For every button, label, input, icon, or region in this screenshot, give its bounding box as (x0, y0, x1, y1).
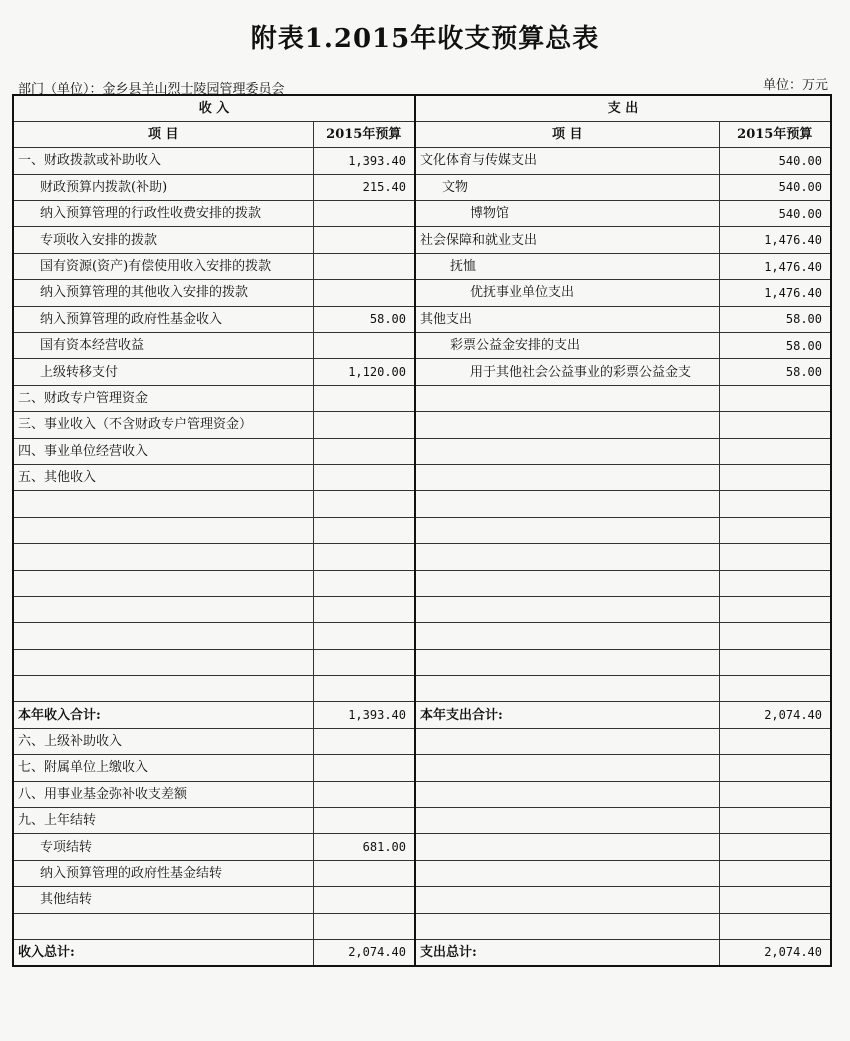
expense-amount: 1,476.40 (719, 253, 831, 279)
expense-amount: 58.00 (719, 306, 831, 332)
expense-item (415, 438, 719, 464)
expense-grand-total-amount: 2,074.40 (719, 940, 831, 966)
section-header-row (13, 95, 831, 121)
table-row (13, 253, 831, 279)
income-year-total-amount: 1,393.40 (313, 702, 415, 728)
income-amount: 1,393.40 (313, 148, 415, 174)
empty-row (13, 491, 831, 517)
expense-amount (719, 412, 831, 438)
table-row (13, 280, 831, 306)
expense-budget-header: 2015年预算 (719, 121, 831, 147)
income-amount (313, 385, 415, 411)
income-item: 九、上年结转 (13, 808, 313, 834)
income-amount (313, 755, 415, 781)
income-item: 上级转移支付 (13, 359, 313, 385)
expense-amount: 540.00 (719, 148, 831, 174)
table-row (13, 755, 831, 781)
empty-row (13, 544, 831, 570)
table-row (13, 359, 831, 385)
empty-row (13, 623, 831, 649)
expense-section-header: 支 出 (415, 95, 831, 121)
expense-amount: 540.00 (719, 201, 831, 227)
unit-label: 单位：万元 (762, 78, 828, 93)
income-item: 三、事业收入（不含财政专户管理资金） (13, 412, 313, 438)
table-row (13, 385, 831, 411)
empty-row (13, 596, 831, 622)
expense-item: 博物馆 (415, 201, 719, 227)
table-row (13, 860, 831, 886)
expense-amount (719, 438, 831, 464)
empty-row (13, 913, 831, 939)
expense-item: 彩票公益金安排的支出 (415, 333, 719, 359)
page-title: 附表1.2015年收支预算总表 (250, 24, 600, 54)
income-grand-total-label: 收入总计: (13, 940, 313, 966)
income-grand-total-amount: 2,074.40 (313, 940, 415, 966)
expense-item-header: 项 目 (415, 121, 719, 147)
income-item: 国有资本经营收益 (13, 333, 313, 359)
expense-amount (719, 464, 831, 490)
expense-item: 抚恤 (415, 253, 719, 279)
expense-year-total-label: 本年支出合计: (415, 702, 719, 728)
table-row (13, 464, 831, 490)
expense-amount: 58.00 (719, 333, 831, 359)
table-row (13, 174, 831, 200)
empty-row (13, 517, 831, 543)
income-amount: 58.00 (313, 306, 415, 332)
income-item: 七、附属单位上缴收入 (13, 755, 313, 781)
income-amount: 681.00 (313, 834, 415, 860)
expense-item: 文化体育与传媒支出 (415, 148, 719, 174)
expense-item (415, 412, 719, 438)
income-amount (313, 412, 415, 438)
table-row (13, 887, 831, 913)
table-row (13, 333, 831, 359)
empty-row (13, 676, 831, 702)
table-row (13, 808, 831, 834)
income-amount (313, 280, 415, 306)
expense-grand-total-label: 支出总计: (415, 940, 719, 966)
empty-row (13, 570, 831, 596)
income-item: 纳入预算管理的行政性收费安排的拨款 (13, 201, 313, 227)
income-amount (313, 253, 415, 279)
grand-total-row (13, 940, 831, 966)
budget-table (12, 94, 832, 967)
table-row (13, 412, 831, 438)
expense-amount (719, 385, 831, 411)
table-row (13, 728, 831, 754)
expense-amount: 58.00 (719, 359, 831, 385)
income-amount (313, 781, 415, 807)
expense-item: 其他支出 (415, 306, 719, 332)
income-item: 专项结转 (13, 834, 313, 860)
income-item: 六、上级补助收入 (13, 728, 313, 754)
table-row (13, 148, 831, 174)
expense-item: 用于其他社会公益事业的彩票公益金支 (415, 359, 719, 385)
expense-item: 文物 (415, 174, 719, 200)
expense-amount: 1,476.40 (719, 227, 831, 253)
income-amount: 215.40 (313, 174, 415, 200)
income-item-header: 项 目 (13, 121, 313, 147)
income-amount (313, 438, 415, 464)
income-amount (313, 728, 415, 754)
income-amount (313, 887, 415, 913)
table-row (13, 227, 831, 253)
income-amount: 1,120.00 (313, 359, 415, 385)
expense-item (415, 385, 719, 411)
expense-amount: 540.00 (719, 174, 831, 200)
income-amount (313, 227, 415, 253)
department-label: 部门（单位）：金乡县羊山烈士陵园管理委员会 (18, 82, 285, 97)
income-section-header: 收 入 (13, 95, 415, 121)
year-total-row (13, 702, 831, 728)
table-row (13, 834, 831, 860)
table-row (13, 438, 831, 464)
income-year-total-label: 本年收入合计: (13, 702, 313, 728)
income-item: 专项收入安排的拨款 (13, 227, 313, 253)
income-item: 四、事业单位经营收入 (13, 438, 313, 464)
empty-row (13, 649, 831, 675)
income-item: 八、用事业基金弥补收支差额 (13, 781, 313, 807)
income-item: 纳入预算管理的其他收入安排的拨款 (13, 280, 313, 306)
income-amount (313, 808, 415, 834)
expense-item (415, 464, 719, 490)
income-item: 二、财政专户管理资金 (13, 385, 313, 411)
income-item: 纳入预算管理的政府性基金收入 (13, 306, 313, 332)
income-item: 纳入预算管理的政府性基金结转 (13, 860, 313, 886)
column-header-row (13, 121, 831, 147)
income-amount (313, 464, 415, 490)
expense-item: 社会保障和就业支出 (415, 227, 719, 253)
income-amount (313, 860, 415, 886)
income-item: 一、财政拨款或补助收入 (13, 148, 313, 174)
income-amount (313, 201, 415, 227)
income-item: 五、其他收入 (13, 464, 313, 490)
income-budget-header: 2015年预算 (313, 121, 415, 147)
table-row (13, 306, 831, 332)
table-row (13, 201, 831, 227)
expense-year-total-amount: 2,074.40 (719, 702, 831, 728)
income-item: 其他结转 (13, 887, 313, 913)
table-row (13, 781, 831, 807)
expense-item: 优抚事业单位支出 (415, 280, 719, 306)
income-item: 财政预算内拨款(补助) (13, 174, 313, 200)
income-amount (313, 333, 415, 359)
income-item: 国有资源(资产)有偿使用收入安排的拨款 (13, 253, 313, 279)
expense-amount: 1,476.40 (719, 280, 831, 306)
